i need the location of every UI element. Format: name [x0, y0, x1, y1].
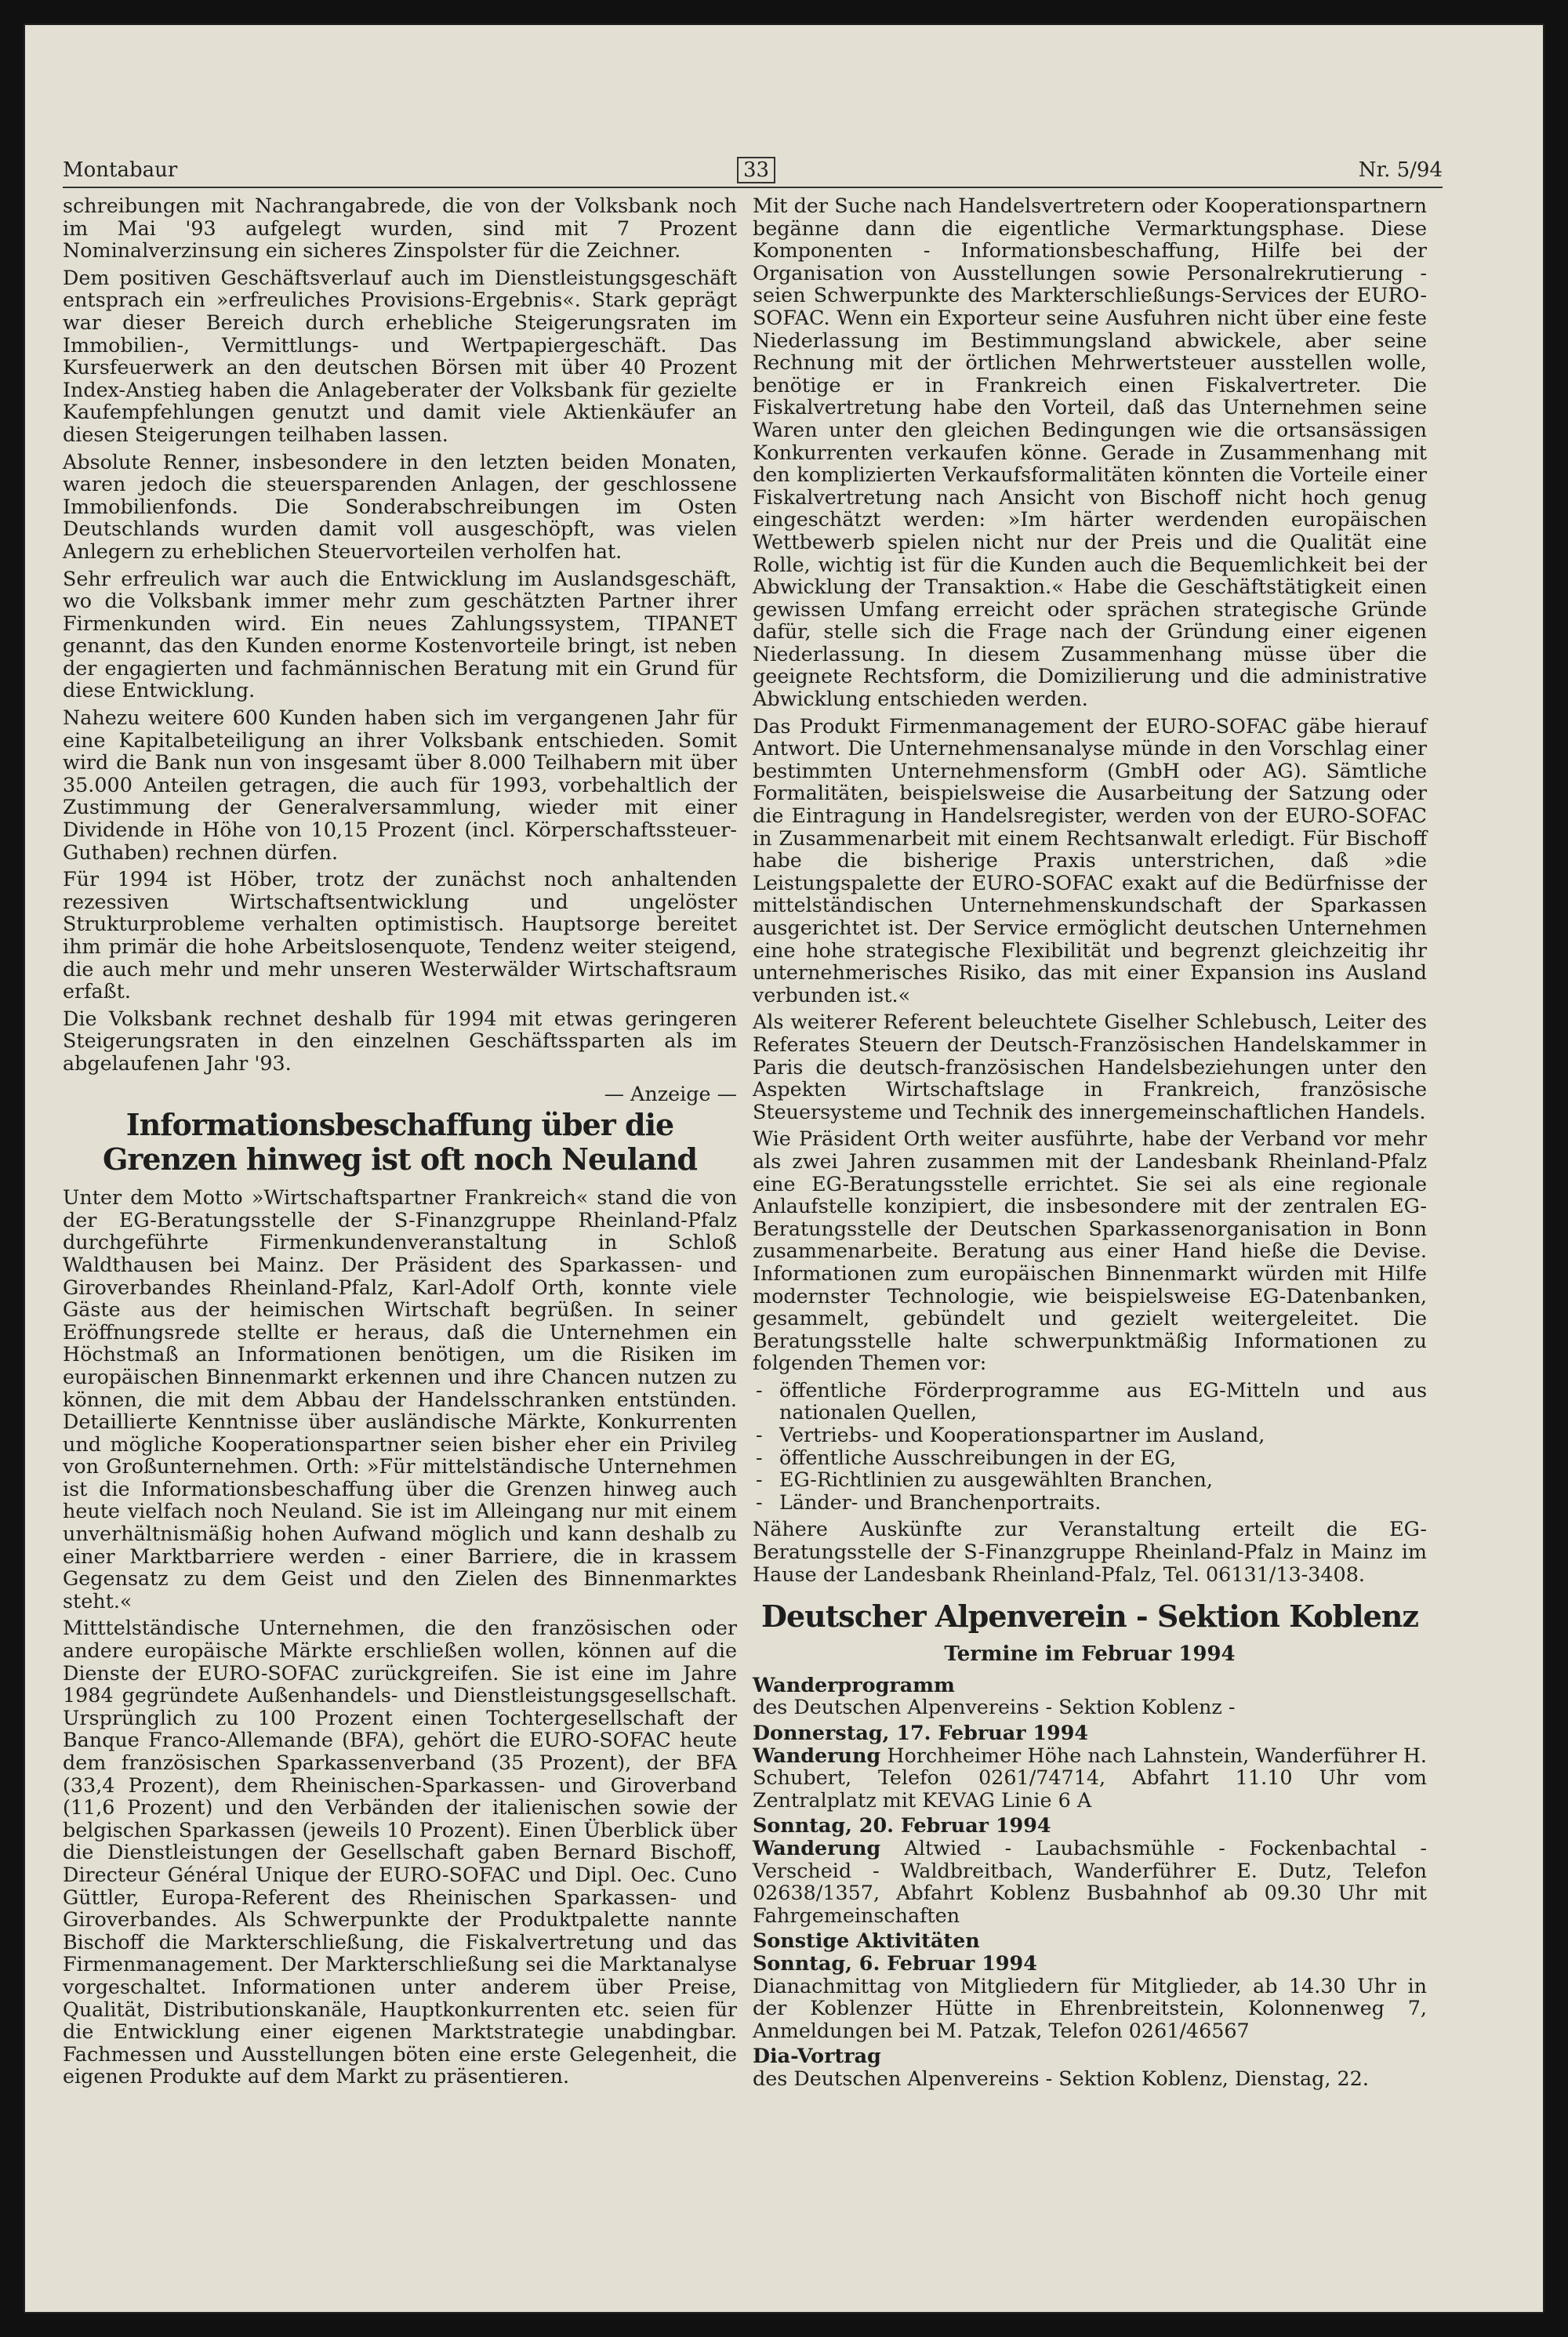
- paragraph: schreibungen mit Nachrangabrede, die von der Volksbank noch im Mai '93 aufgelegt wurden, sind mit 7 Prozent Nominalverzinsung ein sicheres Zinspolster für die Zeichner.: [63, 194, 737, 263]
- event-text: Altwied - Laubachsmühle - Fockenbachtal - Verscheid - Waldbreitbach, Wanderführer E. Dutz, Telefon 02638/1357, Abfahrt Koblenz Busbahnhof ab 09.30 Uhr mit Fahrgemeinschaften: [753, 1835, 1427, 1927]
- list-item: - EG-Richtlinien zu ausgewählten Branchen,: [753, 1468, 1427, 1491]
- other-activities-title: Sonstige Aktivitäten: [753, 1929, 980, 1953]
- event-date: Sonntag, 20. Februar 1994: [753, 1813, 1051, 1838]
- event-label: Wanderung: [753, 1835, 881, 1860]
- list-item: - Länder- und Branchenportraits.: [753, 1491, 1427, 1514]
- paragraph: Sehr erfreulich war auch die Entwicklung im Auslandsgeschäft, wo die Volksbank immer mehr zum geschätzten Partner ihrer Firmenkunden wird. Ein neues Zahlungssystem, TIPANET genannt, das den Kunden enorme Kostenvorteile bringt, ist neben der engagierten und fachmännischen Beratung mit ein Grund für diese Entwicklung.: [63, 566, 737, 702]
- advert-label: — Anzeige —: [604, 1081, 737, 1105]
- paragraph: Das Produkt Firmenmanagement der EURO-SOFAC gäbe hierauf Antwort. Die Unternehmensanalyse münde in den Vorschlag einer bestimmten Unternehmensform (GmbH oder AG). Sämtliche Formalitäten, beispielsweise die Ausarbeitung der Satzung oder die Eintragung in Handelsregister, werden von der EURO-SOFAC in Zusammenarbeit mit einem Rechtsanwalt erledigt. Für Bischoff habe die bisherige Praxis unterstrichen, daß »die Leistungspalette der EURO-SOFAC exakt auf die Bedürfnisse der mittelständischen Unternehmenskundschaft der Sparkassen ausgerichtet ist. Der Service ermöglicht deutschen Unternehmen eine hohe strategische Flexibilität und begrenzt gleichzeitig ihr unternehmerisches Risiko, das mit einer Expansion ins Ausland verbunden ist.«: [753, 713, 1427, 1007]
- list-item: - öffentliche Förderprogramme aus EG-Mitteln und aus nationalen Quellen,: [753, 1379, 1427, 1424]
- paragraph: Mitttelständische Unternehmen, die den französischen oder andere europäische Märkte erschließen wollen, können auf die Dienste der EURO-SOFAC zurückgreifen. Sie ist eine im Jahre 1984 gegründete Außenhandels- und Dienstleistungsgesellschaft. Ursprünglich zu 100 Prozent einen Tochtergesellschaft der Banque Franco-Allemande (BFA), gehört die EURO-SOFAC heute dem französischen Sparkassenverband (35 Prozent), der BFA (33,4 Prozent), dem Rheinischen-Sparkassen- und Giroverband (11,6 Prozent) und den Verbänden der italienischen sowie der belgischen Sparkassen (jeweils 10 Prozent). Einen Überblick über die Dienstleistungen der Gesellschaft gaben Bernard Bischoff, Directeur Général Unique der EURO-SOFAC und Dipl. Oec. Cuno Güttler, Europa-Referent des Rheinischen Sparkassen- und Giroverbandes. Als Schwerpunkte der Produktpalette nannte Bischoff die Markterschließung, die Fiskalvertretung und das Firmenmanagement. Der Markterschließung sei die Marktanalyse vorgeschaltet. Informationen unter anderem über Preise, Qualität, Distributionskanäle, Hauptkonkurrenten etc. seien für die Entwicklung einer eigenen Marktstrategie unabdingbar. Fachmessen und Ausstellungen böten eine erste Gelegenheit, die eigenen Produkte auf dem Markt zu präsentieren.: [63, 1616, 737, 2088]
- event-date: Donnerstag, 17. Februar 1994: [753, 1721, 1089, 1744]
- page-number: 33: [737, 157, 775, 183]
- list-item: - Vertriebs- und Kooperationspartner im Ausland,: [753, 1424, 1427, 1446]
- paragraph: Nahezu weitere 600 Kunden haben sich im vergangenen Jahr für eine Kapitalbeteiligung an ihrer Volksbank entschieden. Somit wird die Bank nun von insgesamt über 8.000 Teilhabern mit über 35.000 Anteilen getragen, die auch für 1993, vorbehaltlich der Zustimmung der Generalversammlung, wieder mit einer Dividende in Höhe von 10,15 Prozent (incl. Körperschaftssteuer-Guthaben) rechnen dürfen.: [63, 706, 737, 864]
- paragraph: Mit der Suche nach Handelsvertretern oder Kooperationspartnern begänne dann die eigentliche Vermarktungsphase. Diese Komponenten - Informationsbeschaffung, Hilfe bei der Organisation von Ausstellungen sowie Personalrekrutierung - seien Schwerpunkte des Markterschließungs-Services der EURO-SOFAC. Wenn ein Exporteur seine Ausfuhren nicht über eine feste Niederlassung im Bestimmungsland abwickele, aber seine Rechnung mit der örtlichen Mehrwertsteuer ausstellen wolle, benötige er in Frankreich einen Fiskalvertreter. Die Fiskalvertretung habe den Vorteil, daß das Unternehmen seine Waren unter den gleichen Bedingungen wie die ortsansässigen Konkurrenten verkaufen könne. Gerade in Zusammenhang mit den komplizierten Verkaufsformalitäten könnten die Vorteile einer Fiskalvertretung nach Ansicht von Bischoff nicht hoch genug eingeschätzt werden: »Im härter werdenden europäischen Wettbewerb spielen nicht nur der Preis und die Qualität eine Rolle, wichtig ist für die Kunden auch die Bequemlichkeit bei der Abwicklung der Transaktion.« Habe die Geschäftstätigkeit einen gewissen Umfang erreicht oder sprächen strategische Gründe dafür, stelle sich die Frage nach der Gründung einer eigenen Niederlassung. In diesem Zusammenhang müsse über die geeignete Rechtsform, die Domizilierung und die administrative Abwicklung entschieden werden.: [753, 194, 1427, 711]
- paragraph: Dem positiven Geschäftsverlauf auch im Dienstleistungsgeschäft entsprach ein »erfreuliches Provisions-Ergebnis«. Stark geprägt war dieser Bereich durch erhebliche Steigerungsraten im Immobilien-, Vermittlungs- und Wertpapiergeschäft. Das Kursfeuerwerk an den deutschen Börsen mit über 40 Prozent Index-Anstieg haben die Anlageberater der Volksbank für gezielte Kaufempfehlungen genutzt und damit viele Aktienkäufer an diesen Steigerungen teilhaben lassen.: [63, 265, 737, 446]
- alpenverein-subhead: Termine im Februar 1994: [944, 1642, 1236, 1667]
- paragraph: Für 1994 ist Höber, trotz der zunächst noch anhaltenden rezessiven Wirtschaftsentwicklung und ungelöster Strukturprobleme verhalten optimistisch. Hauptsorge bereitet ihm primär die hohe Arbeitslosenquote, Tendenz weiter steigend, die auch mehr und mehr unseren Westerwälder Wirtschaftsraum erfaßt.: [63, 867, 737, 1003]
- topic-list: [753, 1379, 1427, 1514]
- event-entry: [753, 1744, 1427, 1812]
- right-column: [753, 194, 1427, 2090]
- newspaper-page: [24, 24, 1544, 2313]
- event-text: Horchheimer Höhe nach Lahnstein, Wanderführer H. Schubert, Telefon 0261/74714, Abfahrt 11.10 Uhr vom Zentralplatz mit KEVAG Linie 6 A: [753, 1743, 1428, 1812]
- alpenverein-headline: Deutscher Alpenverein - Sektion Koblenz: [760, 1599, 1418, 1635]
- event-label: Wanderung: [753, 1743, 881, 1767]
- list-item: - öffentliche Ausschreibungen in der EG,: [753, 1446, 1427, 1469]
- event-date: Sonntag, 6. Februar 1994: [753, 1951, 1037, 1975]
- header-location: Montabaur: [63, 158, 178, 182]
- paragraph: Absolute Renner, insbesondere in den letzten beiden Monaten, waren jedoch die steuersparenden Anlagen, der geschlossene Immobilienfonds. Die Sonderabschreibungen im Osten Deutschlands wurden damit voll ausgeschöpft, was vielen Anlegern zu erheblichen Steuervorteilen verholfen hat.: [63, 449, 737, 563]
- paragraph: Unter dem Motto »Wirtschaftspartner Frankreich« stand die von der EG-Beratungsstelle der S-Finanzgruppe Rheinland-Pfalz durchgeführte Firmenkundenveranstaltung in Schloß Waldthausen bei Mainz. Der Präsident des Sparkassen- und Giroverbandes Rheinland-Pfalz, Karl-Adolf Orth, konnte viele Gäste aus der heimischen Wirtschaft begrüßen. In seiner Eröffnungsrede stellte er heraus, daß die Unternehmen ein Höchstmaß an Informationen benötigen, um die Risiken im europäischen Binnenmarkt erkennen und ihre Chancen nutzen zu können, die mit dem Abbau der Handelsschranken entstünden. Detaillierte Kenntnisse über ausländische Märkte, Konkurrenten und mögliche Kooperationspartner seien bisher eher ein Privileg von Großunternehmen. Orth: »Für mittelständische Unternehmen ist die Informationsbeschaffung über die Grenzen hinweg auch heute vielfach noch Neuland. Sie ist im Alleingang nur mit einem unverhältnismäßig hohen Aufwand möglich und kann deshalb zu einer Marktbarriere werden - einer Barriere, die in krassem Gegensatz zu dem Geist und den Zielen des Binnenmarktes steht.«: [63, 1185, 737, 1613]
- left-column: [63, 194, 737, 2092]
- dia-title: Dia-Vortrag: [753, 2044, 881, 2068]
- paragraph: Nähere Auskünfte zur Veranstaltung erteilt die EG-Beratungsstelle der S-Finanzgruppe Rheinland-Pfalz in Mainz im Hause der Landesbank Rheinland-Pfalz, Tel. 06131/13-3408.: [753, 1517, 1427, 1586]
- dia-text: des Deutschen Alpenvereins - Sektion Koblenz, Dienstag, 22.: [753, 2066, 1369, 2090]
- program-title: Wanderprogramm: [753, 1672, 955, 1697]
- page-header: [63, 140, 1443, 188]
- issue-number: Nr. 5/94: [1358, 158, 1443, 182]
- event-entry: [753, 1837, 1427, 1926]
- paragraph: Die Volksbank rechnet deshalb für 1994 mit etwas geringeren Steigerungsraten in den einzelnen Geschäftssparten als im abgelaufenen Jahr '93.: [63, 1006, 737, 1075]
- program-subtitle: des Deutschen Alpenvereins - Sektion Koblenz -: [753, 1695, 1236, 1719]
- paragraph: Wie Präsident Orth weiter ausführte, habe der Verband vor mehr als zwei Jahren zusammen mit der Landesbank Rheinland-Pfalz eine EG-Beratungsstelle errichtet. Sie sei als eine regionale Anlaufstelle konzipiert, die insbesondere mit der zentralen EG-Beratungsstelle der Deutschen Sparkassenorganisation in Bonn zusammenarbeite. Beratung aus einer Hand hieße die Devise. Informationen zum europäischen Binnenmarkt würden mit Hilfe modernster Technologie, wie beispielsweise EG-Datenbanken, gesammelt, gebündelt und gezielt weitergeleitet. Die Beratungsstelle halte schwerpunktmäßig Informationen zu folgenden Themen vor:: [753, 1127, 1427, 1375]
- article-headline: Informationsbeschaffung über die Grenzen hinweg ist oft noch Neuland: [102, 1107, 698, 1178]
- paragraph: Als weiterer Referent beleuchtete Giselher Schlebusch, Leiter des Referates Steuern der Deutsch-Französischen Handelskammer in Paris die deutsch-französischen Handelsbeziehungen unter den Aspekten Wirtschaftslage in Frankreich, französische Steuersysteme und Technik des innergemeinschaftlichen Handels.: [753, 1010, 1427, 1123]
- event-text: Dianachmittag von Mitgliedern für Mitglieder, ab 14.30 Uhr in der Koblenzer Hütte in Ehrenbreitstein, Kolonnenweg 7, Anmeldungen bei M. Patzak, Telefon 0261/46567: [753, 1973, 1427, 2042]
